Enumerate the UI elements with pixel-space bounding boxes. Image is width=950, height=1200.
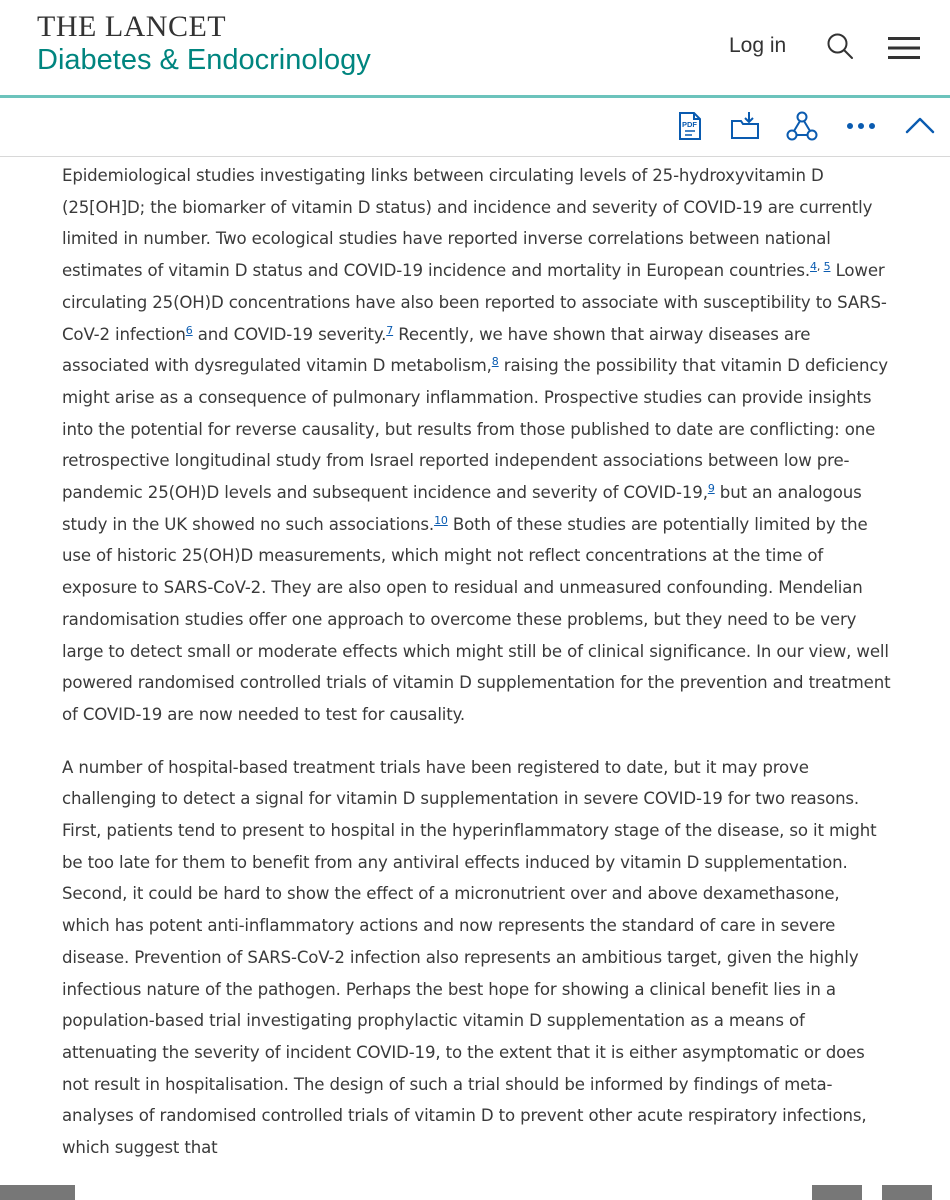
chevron-up-icon[interactable]	[904, 110, 936, 142]
reference-link[interactable]: 6	[185, 323, 193, 337]
reference-link[interactable]: 9	[707, 482, 715, 496]
reference-link[interactable]: 10	[434, 513, 448, 527]
floating-menu-button[interactable]	[0, 1185, 75, 1200]
login-link[interactable]: Log in	[729, 34, 787, 57]
reference-separator: ,	[816, 260, 824, 274]
reference-link[interactable]: 7	[386, 323, 394, 337]
hamburger-menu-icon[interactable]	[888, 36, 920, 60]
more-icon[interactable]	[845, 110, 877, 142]
paragraph-text: Epidemiological studies investigating links between circulating levels of 25-hydroxyvitamin D (25[OH]D; the biomarker of vitamin D status) and incidence and severity of COVID-19 are currently limited in number. Two ecological studies have reported inverse correlations between national estimates of vitamin D status and COVID-19 incidence and mortality in European countries.	[62, 166, 873, 281]
article-toolbar	[0, 98, 950, 157]
article-body	[62, 160, 892, 1164]
paragraph-text: and COVID-19 severity.	[192, 324, 387, 344]
next-article-button[interactable]	[882, 1185, 932, 1200]
paragraph-text: but an analogous study in the UK showed no such associations.	[62, 483, 862, 534]
pdf-icon[interactable]	[673, 110, 705, 142]
site-header	[0, 0, 950, 96]
paragraph-text: Both of these studies are potentially limited by the use of historic 25(OH)D measurements, which might not reflect concentrations at the time of exposure to SARS-CoV-2. They are also open to residual and unmeasured confounding. Mendelian randomisation studies offer one approach to overcome these problems, but they need to be very large to detect small or moderate effects which might still be of clinical significance. In our view, well powered randomised controlled trials of vitamin D supplementation for the prevention and treatment of COVID-19 are now needed to test for causality.	[62, 514, 891, 724]
journal-brand-title[interactable]: THE LANCET	[37, 10, 227, 43]
article-paragraph	[62, 160, 892, 731]
previous-article-button[interactable]	[812, 1185, 862, 1200]
save-to-folder-icon[interactable]	[729, 110, 761, 142]
reference-link[interactable]: 8	[491, 355, 499, 369]
reference-link[interactable]: 4	[810, 260, 817, 274]
share-icon[interactable]	[786, 110, 818, 142]
journal-brand-subtitle[interactable]: Diabetes & Endocrinology	[37, 44, 371, 76]
paragraph-text: Lower circulating 25(OH)D concentrations have also been reported to associate with susceptibility to SARS-CoV-2 infection	[62, 261, 887, 344]
paragraph-text: Recently, we have shown that airway diseases are associated with dysregulated vitamin D metabolism,	[62, 324, 811, 376]
article-paragraph: A number of hospital-based treatment trials have been registered to date, but it may prove challenging to detect a signal for vitamin D supplementation in severe COVID-19 for two reasons. First, patients tend to present to hospital in the hyperinflammatory stage of the disease, so it might be too late for them to benefit from any antiviral effects induced by vitamin D supplementation. Second, it could be hard to show the effect of a micronutrient over and above dexamethasone, which has potent anti-inflammatory actions and now represents the standard of care in severe disease. Prevention of SARS-CoV-2 infection also represents an ambitious target, given the highly infectious nature of the pathogen. Perhaps the best hope for showing a clinical benefit lies in a population-based trial investigating prophylactic vitamin D supplementation as a means of attenuating the severity of incident COVID-19, to the extent that it is either asymptomatic or does not result in hospitalisation. The design of such a trial should be informed by findings of meta-analyses of randomised controlled trials of vitamin D to prevent other acute respiratory infections, which suggest that	[62, 757, 877, 1158]
search-icon[interactable]	[826, 32, 854, 60]
paragraph-text: raising the possibility that vitamin D deficiency might arise as a consequence of pulmonary inflammation. Prospective studies can provide insights into the potential for reverse causality, but results from those published to date are conflicting: one retrospective longitudinal study from Israel reported independent associations between low pre-pandemic 25(OH)D levels and subsequent incidence and severity of COVID-19,	[62, 356, 888, 503]
svg-text:PDF: PDF	[682, 120, 697, 129]
reference-link[interactable]: 5	[823, 260, 831, 274]
